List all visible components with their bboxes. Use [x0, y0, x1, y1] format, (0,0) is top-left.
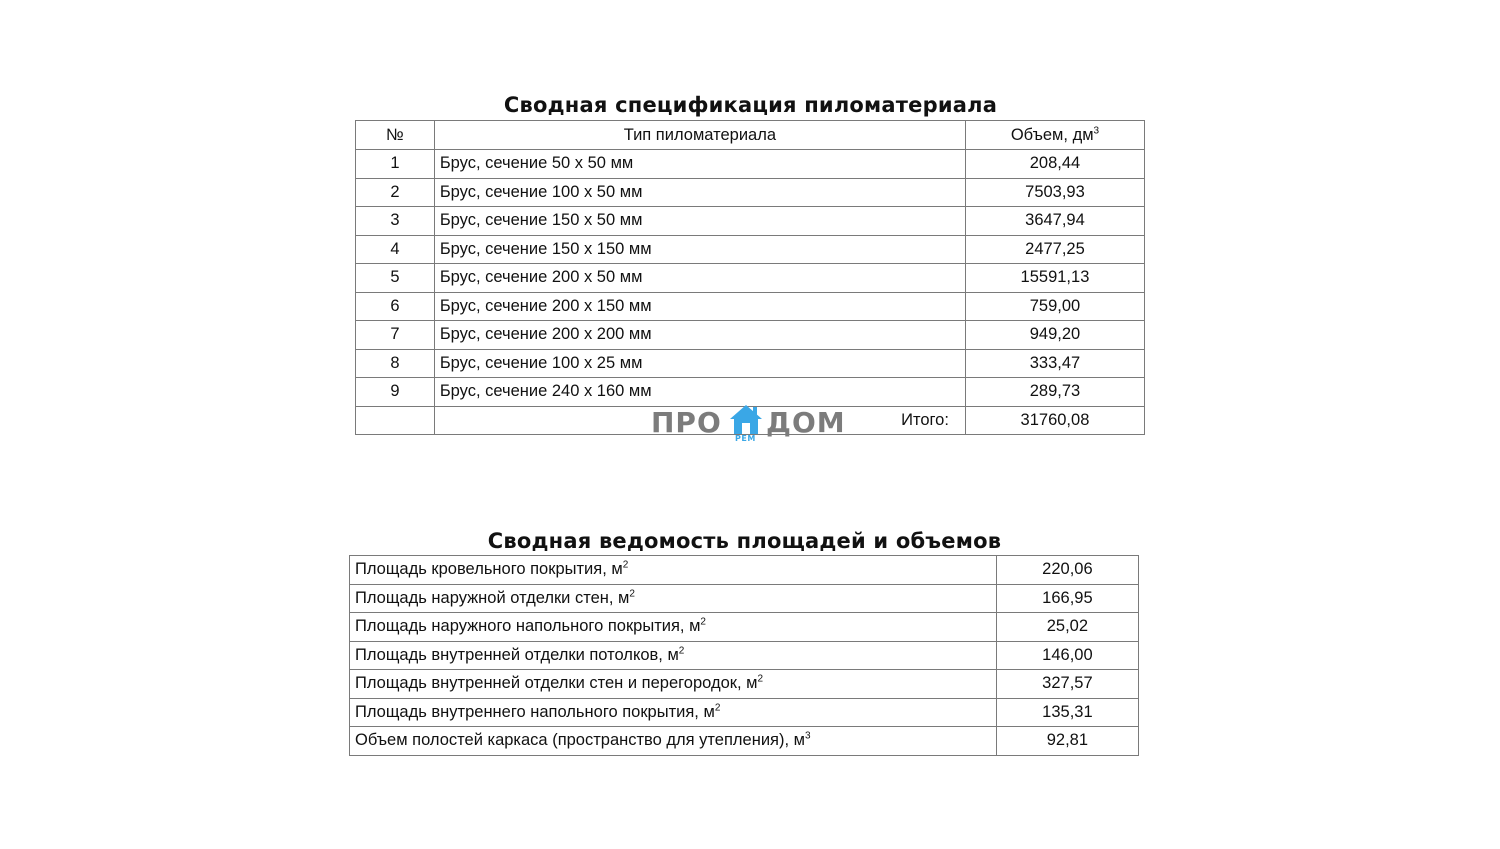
row-label-sup: 2 [700, 616, 706, 628]
table-row [356, 321, 1145, 350]
row-volume: 15591,13 [965, 264, 1144, 293]
row-label [350, 613, 997, 642]
row-volume: 759,00 [965, 292, 1144, 321]
row-type: Брус, сечение 200 х 150 мм [434, 292, 965, 321]
row-type: Брус, сечение 150 х 150 мм [434, 235, 965, 264]
lumber-spec-table [355, 120, 1145, 435]
row-label-text: Объем полостей каркаса (пространство для утепления), м [355, 731, 805, 750]
row-type: Брус, сечение 240 х 160 мм [434, 378, 965, 407]
row-label [350, 727, 997, 756]
row-type: Брус, сечение 150 х 50 мм [434, 207, 965, 236]
areas-volumes-table [349, 555, 1139, 756]
logo-text-left: ПРО [651, 406, 722, 439]
row-volume: 333,47 [965, 349, 1144, 378]
row-volume: 289,73 [965, 378, 1144, 407]
row-value: 220,06 [996, 556, 1138, 585]
logo-text-small: РЕМ [735, 434, 756, 443]
row-label-text: Площадь внутренней отделки стен и перегородок, м [355, 674, 758, 693]
row-label-text: Площадь кровельного покрытия, м [355, 560, 623, 579]
row-label-text: Площадь наружного напольного покрытия, м [355, 617, 701, 636]
row-value: 25,02 [996, 613, 1138, 642]
prorem-dom-logo [651, 404, 851, 446]
header-volume-label: Объем, дм [1010, 125, 1094, 144]
table-row [356, 207, 1145, 236]
row-volume: 949,20 [965, 321, 1144, 350]
row-num: 2 [356, 178, 435, 207]
table-header-row [356, 121, 1145, 150]
row-type: Брус, сечение 50 х 50 мм [434, 150, 965, 179]
table-row [356, 378, 1145, 407]
row-volume: 7503,93 [965, 178, 1144, 207]
table-row [356, 150, 1145, 179]
row-num: 8 [356, 349, 435, 378]
table-row [356, 178, 1145, 207]
table-row [356, 349, 1145, 378]
row-volume: 208,44 [965, 150, 1144, 179]
logo-text-right: ДОМ [766, 406, 846, 439]
row-label [350, 698, 997, 727]
table-row [350, 727, 1139, 756]
row-value: 146,00 [996, 641, 1138, 670]
row-num: 1 [356, 150, 435, 179]
row-num: 4 [356, 235, 435, 264]
row-num: 5 [356, 264, 435, 293]
row-label-sup: 2 [629, 588, 635, 600]
areas-title: Сводная ведомость площадей и объемов [487, 529, 1002, 553]
row-type: Брус, сечение 100 х 25 мм [434, 349, 965, 378]
table-row [356, 264, 1145, 293]
row-type: Брус, сечение 100 х 50 мм [434, 178, 965, 207]
total-value: 31760,08 [965, 406, 1144, 435]
row-value: 135,31 [996, 698, 1138, 727]
table-row [350, 641, 1139, 670]
row-num: 6 [356, 292, 435, 321]
row-label [350, 641, 997, 670]
row-label-sup: 2 [714, 702, 721, 714]
row-label [350, 670, 997, 699]
spec-title: Сводная спецификация пиломатериала [503, 93, 998, 117]
total-num-empty [356, 406, 435, 435]
row-type: Брус, сечение 200 х 200 мм [434, 321, 965, 350]
row-label-sup: 2 [622, 559, 629, 571]
table-row [356, 292, 1145, 321]
table-row [356, 235, 1145, 264]
row-label-sup: 2 [678, 645, 685, 657]
row-label-text: Площадь внутреннего напольного покрытия, м [355, 702, 715, 721]
table-row [350, 670, 1139, 699]
header-num: № [356, 121, 435, 150]
row-num: 3 [356, 207, 435, 236]
row-value: 327,57 [996, 670, 1138, 699]
table-row [350, 556, 1139, 585]
row-label-sup: 2 [757, 673, 764, 685]
row-num: 9 [356, 378, 435, 407]
row-label [350, 584, 997, 613]
header-volume [965, 121, 1144, 150]
row-label-text: Площадь внутренней отделки потолков, м [355, 645, 679, 664]
header-volume-sup: 3 [1093, 125, 1100, 136]
row-label [350, 556, 997, 585]
total-label: Итого: [434, 406, 965, 435]
row-type: Брус, сечение 200 х 50 мм [434, 264, 965, 293]
table-row [350, 613, 1139, 642]
row-label-text: Площадь наружной отделки стен, м [355, 588, 630, 607]
row-volume: 3647,94 [965, 207, 1144, 236]
table-row [350, 584, 1139, 613]
table-row [350, 698, 1139, 727]
header-type: Тип пиломатериала [434, 121, 965, 150]
row-value: 92,81 [996, 727, 1138, 756]
row-value: 166,95 [996, 584, 1138, 613]
row-label-sup: 3 [804, 730, 811, 742]
row-volume: 2477,25 [965, 235, 1144, 264]
row-num: 7 [356, 321, 435, 350]
house-icon [729, 404, 763, 436]
